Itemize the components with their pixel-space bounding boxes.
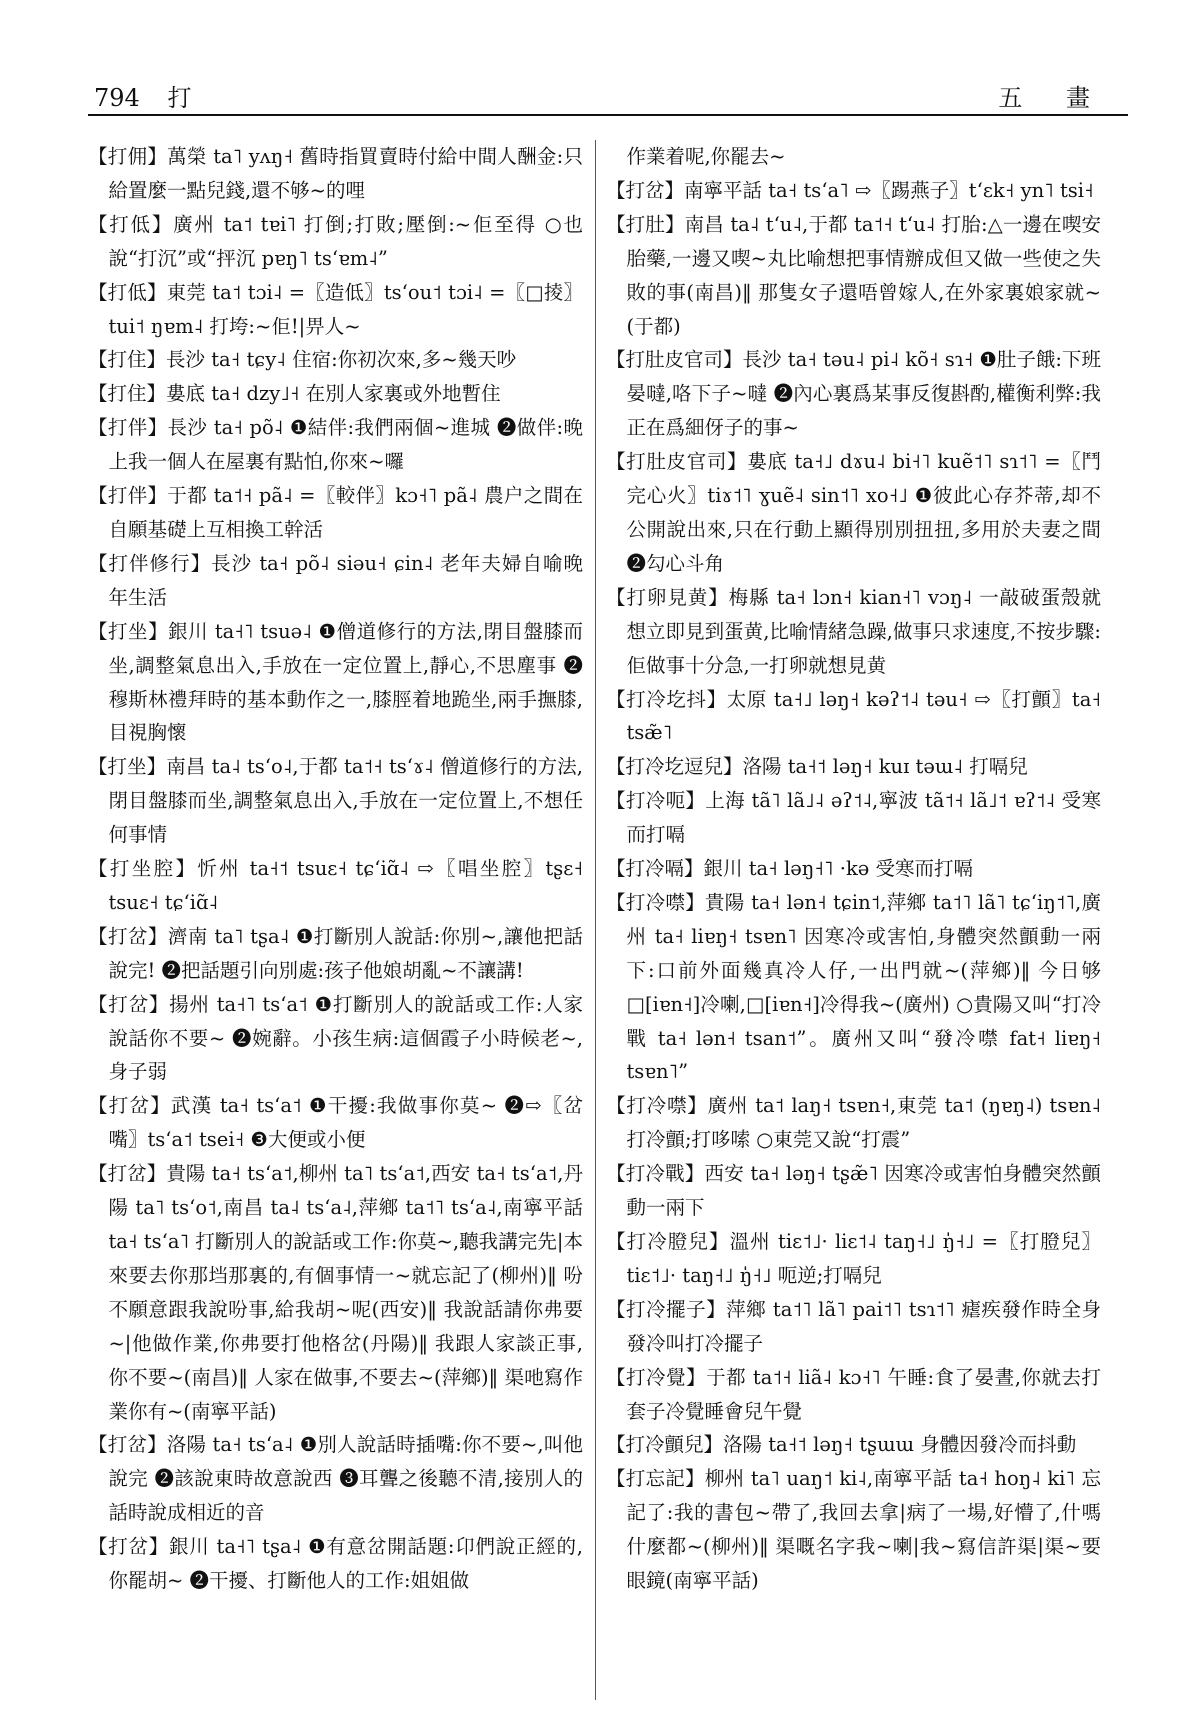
dictionary-entry: 【打岔】南寧平話 ta˧ tsʻa˥ ⇨〖踢燕子〗tʻɛk˧ yn˥ tsi˧ xyxy=(606,178,1094,202)
dictionary-entry: 【打岔】洛陽 ta˧ tsʻa˨ ❶別人說話時插嘴:你不要~,叫他說完 ❷該說東時故意說西 ❸耳聾之後聽不清,接別人的話時說成相近的音 xyxy=(88,1433,583,1525)
section-title: 五 畫 xyxy=(998,84,1108,112)
dictionary-entry: 【打低】廣州 ta˦ tɐi˥ 打倒;打敗;壓倒:~佢至得 ○也說“打沉”或“抨沉 pɐŋ˥ tsʻɐm˨” xyxy=(88,212,583,270)
dictionary-entry: 【打伴】于都 ta˦˧ pã˨ =〖較伴〗kɔ˧˥ pã˨ 農户之間在自願基礎上互相換工幹活 xyxy=(88,484,583,541)
dictionary-entry: 【打冷圪逗兒】洛陽 ta˧˦ ləŋ˧ kuɪ təɯ˨ 打嗝兒 xyxy=(606,755,1028,779)
dictionary-entry: 【打岔】武漢 ta˧ tsʻa˦ ❶干擾:我做事你莫~ ❷⇨〖岔嘴〗tsʻa˦ tsei˧ ❸大便或小便 xyxy=(88,1094,583,1152)
dictionary-entry: 【打坐】銀川 ta˧˥ tsuə˨ ❶僧道修行的方法,閉目盤膝而坐,調整氣息出入,手放在一定位置上,靜心,不思塵事 ❷穆斯林禮拜時的基本動作之一,膝脛着地跪坐,兩手撫膝,目視胸懷 xyxy=(88,619,583,745)
dictionary-entry: 【打冷噤】貴陽 ta˧ lən˧ tɕin˦,萍鄉 ta˦˥ lã˥ tɕʻiŋ˦˥,廣州 ta˧ liɐŋ˧ tsɐn˥ 因寒冷或害怕,身體突然顫動一兩下:口前外面幾真冷人仔,一出門就~(萍鄉)‖ 今日够□[iɐn˧]冷喇,□[iɐn˧]冷得我~(廣州) ○貴陽又叫“打冷戰 ta˧ lən˧ tsan˦”。廣州又叫“發冷噤 fat˧ liɐŋ˧ tsɐn˥” xyxy=(606,890,1101,1084)
dictionary-entry: 【打伴】長沙 ta˧ põ˨ ❶結伴:我們兩個~進城 ❷做伴:晚上我一個人在屋裏有點怕,你來~囉 xyxy=(88,416,583,474)
dictionary-entry: 【打坐】南昌 ta˨ tsʻo˨,于都 ta˦˧ tsʻɤ˨ 僧道修行的方法,閉目盤膝而坐,調整氣息出入,手放在一定位置上,不想任何事情 xyxy=(88,755,583,847)
left-column xyxy=(88,140,583,1700)
column-divider xyxy=(595,140,596,1700)
dictionary-entry: 【打冷呃】上海 tã˥ lã˩˨ əʔ˦˨,寧波 tã˦˧ lã˩˦ ɐʔ˦˨ 受寒而打嗝 xyxy=(606,789,1101,847)
dictionary-entry: 【打伴修行】長沙 ta˧ põ˨ siəu˧ ɕin˨ 老年夫婦自喻晚年生活 xyxy=(88,551,583,609)
dictionary-entry: 【打冷圪抖】太原 ta˧˩ ləŋ˧ kəʔ˦˨ təu˧ ⇨〖打顫〗ta˧ tsæ̃˥ xyxy=(606,687,1101,745)
dictionary-entry: 【打坐腔】忻州 ta˧˦ tsuɛ˧ tɕʻiɑ̃˨ ⇨〖唱坐腔〗tʂɛ˧ tsuɛ˧ tɕʻiɑ̃˨ xyxy=(88,857,583,914)
dictionary-entry: 【打低】東莞 ta˦ tɔi˨ =〖造低〗tsʻou˦ tɔi˨ =〖□掕〗tui˦ ŋɐm˨ 打垮:~佢!|畀人~ xyxy=(88,280,583,338)
dictionary-entry: 【打岔】銀川 ta˧˥ tʂa˨ ❶有意岔開話題:卬們說正經的,你罷胡~ ❷干擾、打斷他人的工作:姐姐做 xyxy=(88,1535,583,1593)
right-column xyxy=(606,140,1101,1700)
dictionary-entry: 【打住】長沙 ta˧ tɕy˨ 住宿:你初次來,多~幾天吵 xyxy=(88,348,517,372)
dictionary-entry: 【打岔】貴陽 ta˧ tsʻa˦,柳州 ta˥ tsʻa˦,西安 ta˧ tsʻa˦,丹陽 ta˥ tsʻo˦,南昌 ta˨ tsʻa˨,萍鄉 ta˦˥ tsʻa˨,南寧平話 ta˧ tsʻa˥ 打斷別人的說話或工作:你莫~,聽我講完先|本來要去你那垱那裏的,有個事情一~就忘記了(柳州)‖ 吩不願意跟我說吩事,給我胡~呢(西安)‖ 我說話請你弗要~|他做作業,你弗要打他格岔(丹陽)‖ 我跟人家談正事,你不要~(南昌)‖ 人家在做事,不要去~(萍鄉)‖ 渠吔寫作業你有~(南寧平話) xyxy=(88,1162,583,1423)
dictionary-entry: 【打忘記】柳州 ta˥ uaŋ˦ ki˨,南寧平話 ta˧ hoŋ˨ ki˥ 忘記了:我的書包~帶了,我回去拿|病了一場,好懵了,什嗎什麼都~(柳州)‖ 渠嘅名字我~喇|我~寫信許渠|渠~要眼鏡(南寧平話) xyxy=(606,1467,1101,1593)
dictionary-entry: 【打肚】南昌 ta˨ tʻu˨,于都 ta˦˧ tʻu˨ 打胎:△一邊在喫安胎藥,一邊又喫~丸比喻想把事情辦成但又做一些使之失敗的事(南昌)‖ 那隻女子還唔曾嫁人,在外家裏娘家就~(于都) xyxy=(606,212,1101,338)
dictionary-entry: 【打卵見黄】梅縣 ta˧ lɔn˧ kian˧˥ vɔŋ˨ 一敲破蛋殼就想立即見到蛋黄,比喻情緒急躁,做事只求速度,不按步驟:佢做事十分急,一打卵就想見黄 xyxy=(606,585,1101,677)
dictionary-entry: 【打冷顫兒】洛陽 ta˧˦ ləŋ˧ tʂɯɯ 身體因發冷而抖動 xyxy=(606,1433,1077,1457)
dictionary-entry: 【打冷嗝】銀川 ta˧ ləŋ˧˥ ·kə 受寒而打嗝 xyxy=(606,857,973,881)
dictionary-entry: 【打肚皮官司】長沙 ta˧ təu˨ pi˨ kõ˧ sɿ˧ ❶肚子餓:下班晏噠,咯下子~噠 ❷內心裏爲某事反復斟酌,權衡利弊:我正在爲細伢子的事~ xyxy=(606,348,1101,440)
dictionary-entry: 【打住】婁底 ta˧ dzy˩˧ 在別人家裏或外地暫住 xyxy=(88,382,501,406)
dictionary-entry: 【打冷擺子】萍鄉 ta˦˥ lã˥ pai˦˥ tsɿ˦˥ 瘧疾發作時全身發冷叫打冷擺子 xyxy=(606,1297,1101,1355)
continued-entry-text: 作業着呢,你罷去~ xyxy=(626,145,786,168)
dictionary-entry: 【打冷膯兒】溫州 tiɛ˦˩· liɛ˦˨ taŋ˧˩ ŋ̍˧˩ =〖打膯兒〗tiɛ˦˩· taŋ˧˩ ŋ̍˧˩ 呃逆;打嗝兒 xyxy=(606,1230,1101,1287)
header-left xyxy=(94,78,211,113)
dictionary-entry: 【打肚皮官司】婁底 ta˧˩ dɤu˨ bi˧˥ kuẽ˦˥ sɿ˦˥ =〖鬥完心火〗tiɤ˦˥ ɣuẽ˨ sin˦˥ xo˧˩ ❶彼此心存芥蒂,却不公開說出來,只在行動上顯得別別扭扭,多用於夫妻之間 ❷勾心斗角 xyxy=(606,450,1101,575)
head-character: 打 xyxy=(167,84,192,112)
dictionary-entry: 【打岔】揚州 ta˧˥ tsʻa˦ ❶打斷別人的說話或工作:人家說話你不要~ ❷婉辭。小孩生病:這個霞子小時候老~,身子弱 xyxy=(88,992,583,1084)
dictionary-entry: 【打岔】濟南 ta˥ tʂa˨ ❶打斷別人說話:你別~,讓他把話說完! ❷把話題引向別處:孩子他娘胡亂~不讓講! xyxy=(88,924,583,982)
dictionary-entry: 【打冷覺】于都 ta˦˧ liã˨ kɔ˧˥ 午睡:食了晏晝,你就去打套子冷覺睡會兒午覺 xyxy=(606,1365,1101,1423)
page-header xyxy=(88,74,1128,116)
dictionary-entry: 【打冷噤】廣州 ta˦ laŋ˧ tsɐn˧,東莞 ta˦ (ŋɐŋ˨) tsɐn˨ 打冷顫;打哆嗦 ○東莞又說“打震” xyxy=(606,1094,1101,1152)
dictionary-entry: 【打冷戰】西安 ta˧ ləŋ˧ tʂæ̃˥ 因寒冷或害怕身體突然顫動一兩下 xyxy=(606,1162,1101,1220)
page-number: 794 xyxy=(94,84,140,112)
dictionary-entry: 【打佣】萬榮 ta˥ yʌŋ˧ 舊時指買賣時付給中間人酬金:只給置麼一點兒錢,還不够~的哩 xyxy=(88,145,583,202)
